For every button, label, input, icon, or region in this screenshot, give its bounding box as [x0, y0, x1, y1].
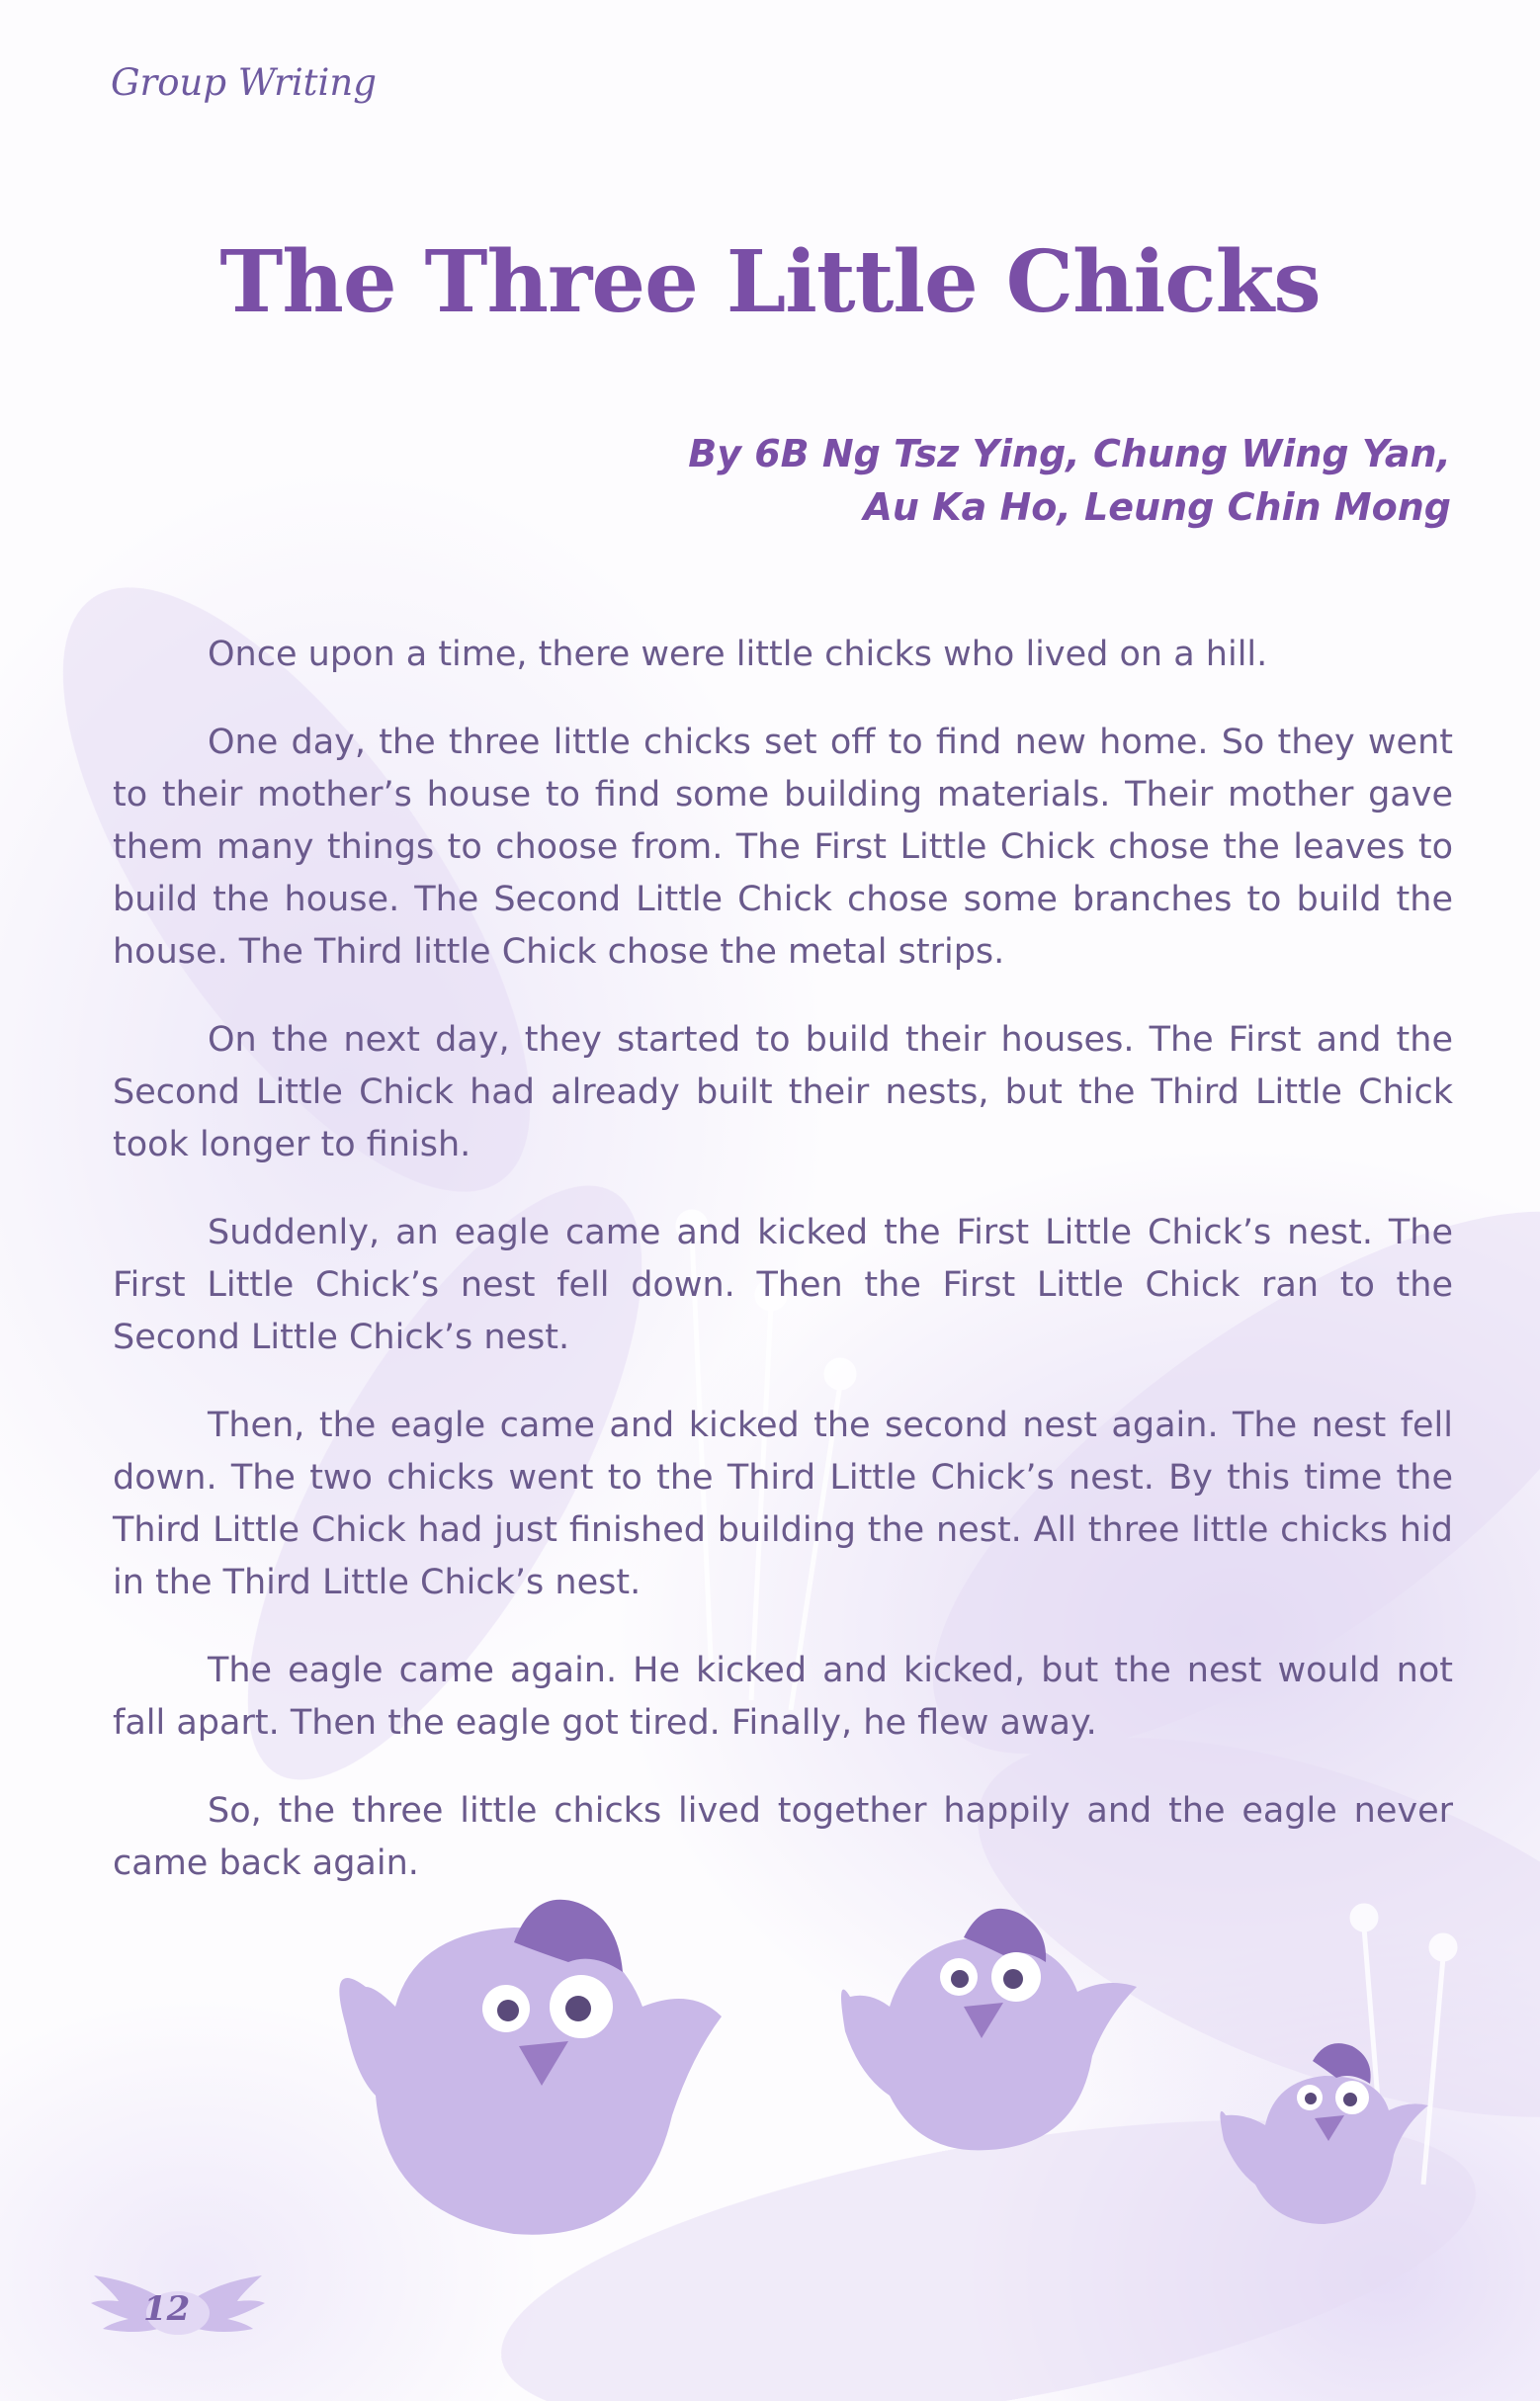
story-paragraph: On the next day, they started to build their houses. The First and the Second Little Chick had already built their nests, but the Third Little Chick took longer to finish.: [113, 1020, 1453, 1164]
byline-line: Au Ka Ho, Leung Chin Mong: [863, 485, 1451, 529]
byline-line: By 6B Ng Tsz Ying, Chung Wing Yan,: [688, 432, 1451, 475]
section-label: Group Writing: [111, 61, 377, 104]
page-title: The Three Little Chicks: [219, 232, 1321, 332]
chick-icon: [841, 1909, 1137, 2150]
page-number: 12: [143, 2289, 191, 2329]
story-paragraph: The eagle came again. He kicked and kicked, but the nest would not fall apart. Then the eagle got tired. Finally, he flew away.: [113, 1651, 1453, 1743]
story-paragraph: One day, the three little chicks set off to find new home. So they went to their mother’s house to find some building materials. Their mother gave them many things to choose from. The First Little Chick chose the leaves to build the house. The Second Little Chick chose some branches to build the house. The Third little Chick chose the metal strips.: [113, 723, 1453, 972]
story-paragraph: Once upon a time, there were little chicks who lived on a hill.: [208, 635, 1268, 674]
story-paragraph: So, the three little chicks lived together happily and the eagle never came back again.: [113, 1791, 1453, 1883]
chick-icon: [339, 1900, 722, 2235]
story-paragraph: Then, the eagle came and kicked the second nest again. The nest fell down. The two chicks went to the Third Little Chick’s nest. By this time the Third Little Chick had just finished building the nest. All three little chicks hid in the Third Little Chick’s nest.: [113, 1406, 1453, 1602]
story-paragraph: Suddenly, an eagle came and kicked the First Little Chick’s nest. The First Little Chick’s nest fell down. Then the First Little Chick ran to the Second Little Chick’s nest.: [113, 1213, 1453, 1357]
chick-icon: [1220, 2043, 1428, 2224]
